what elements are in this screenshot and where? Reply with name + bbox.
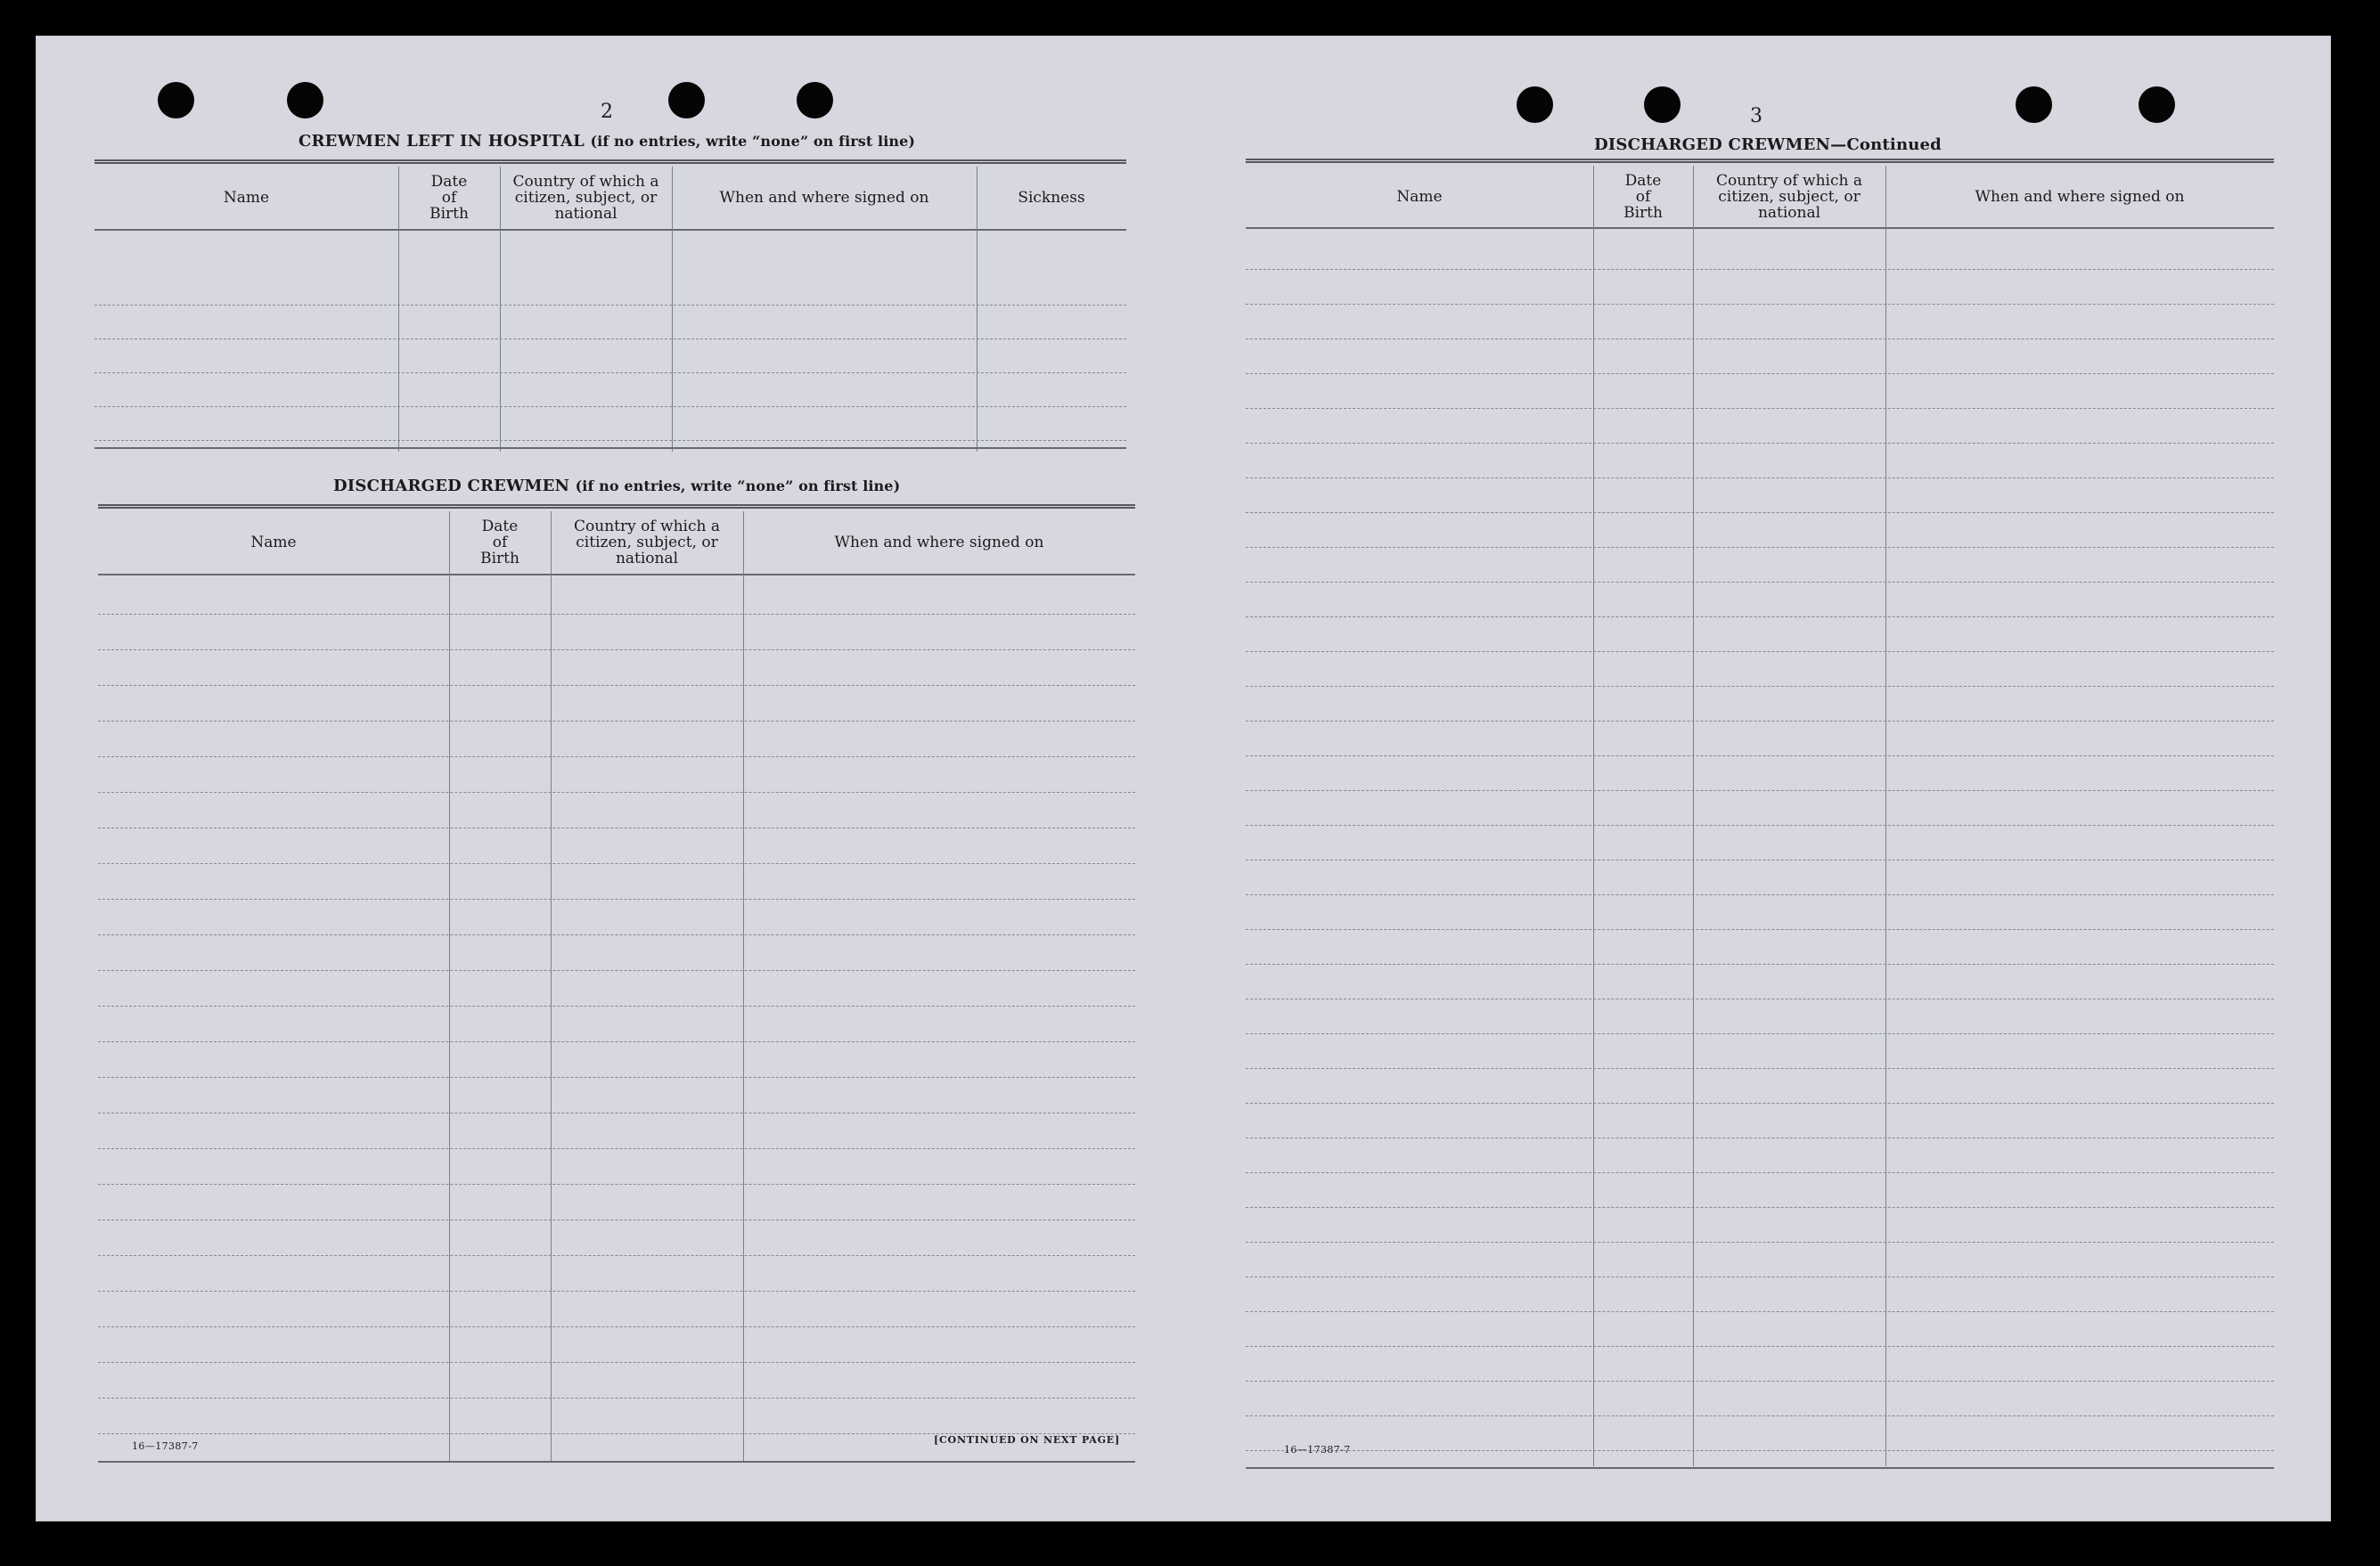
hospital-title-text: CREWMEN LEFT IN HOSPITAL xyxy=(299,132,585,151)
hospital-title-note: (if no entries, write “none” on first line) xyxy=(590,133,916,150)
form-code: 16—17387-7 xyxy=(1284,1444,1351,1456)
continued-col-name: Name xyxy=(1396,187,1443,206)
entry-line xyxy=(1246,373,2274,374)
entry-line xyxy=(98,1291,1135,1292)
entry-line xyxy=(98,1255,1135,1256)
right-page xyxy=(1183,36,2331,1521)
entry-line xyxy=(1246,1172,2274,1173)
entry-line xyxy=(1246,582,2274,583)
left-page xyxy=(36,36,1183,1521)
entry-line xyxy=(98,756,1135,757)
form-sheet xyxy=(36,36,2331,1521)
discharged-title-text: DISCHARGED CREWMEN xyxy=(333,477,570,495)
entry-line xyxy=(98,649,1135,650)
entry-line xyxy=(1246,755,2274,756)
entry-line xyxy=(1246,477,2274,478)
discharged-section-title xyxy=(333,477,900,495)
discharged-col-name: Name xyxy=(250,534,297,551)
hospital-table xyxy=(94,159,1126,485)
discharged-table xyxy=(98,504,1135,1464)
entry-line xyxy=(98,899,1135,900)
entry-line xyxy=(1246,686,2274,687)
entry-line xyxy=(1246,1103,2274,1104)
hospital-col-sickness: Sickness xyxy=(1018,189,1085,207)
discharged-title-note: (if no entries, write “none” on first line) xyxy=(575,477,901,494)
continued-col-signed-on: When and where signed on xyxy=(1975,187,2185,206)
discharged-continued-table xyxy=(1246,159,2274,1472)
discharged-col-signed-on: When and where signed on xyxy=(834,534,1044,551)
discharged-col-country: Country of which a citizen, subject, or national xyxy=(574,518,720,567)
form-code: 16—17387-7 xyxy=(132,1440,199,1452)
entry-line xyxy=(1246,408,2274,409)
entry-line xyxy=(1246,1033,2274,1034)
entry-line xyxy=(1246,1415,2274,1416)
entry-line xyxy=(98,1006,1135,1007)
entry-line xyxy=(98,934,1135,935)
entry-line xyxy=(94,406,1126,407)
entry-line xyxy=(98,614,1135,615)
entry-line xyxy=(98,1184,1135,1185)
entry-line xyxy=(98,1398,1135,1399)
entry-line xyxy=(94,338,1126,339)
entry-line xyxy=(1246,1068,2274,1069)
entry-line xyxy=(98,1326,1135,1327)
hospital-col-date-of-birth: Date of Birth xyxy=(429,173,469,223)
entry-line xyxy=(1246,1276,2274,1277)
entry-line xyxy=(98,685,1135,686)
entry-line xyxy=(1246,1381,2274,1382)
entry-line xyxy=(98,1077,1135,1078)
hospital-col-country: Country of which a citizen, subject, or national xyxy=(512,173,659,223)
entry-line xyxy=(1246,1346,2274,1347)
entry-line xyxy=(98,1219,1135,1220)
entry-line xyxy=(1246,1242,2274,1243)
entry-line xyxy=(1246,304,2274,305)
entry-line xyxy=(1246,894,2274,895)
entry-line xyxy=(1246,964,2274,965)
entry-line xyxy=(1246,825,2274,826)
entry-line xyxy=(1246,721,2274,722)
page-number: 2 xyxy=(601,101,613,123)
hospital-col-signed-on: When and where signed on xyxy=(719,189,929,207)
entry-line xyxy=(94,440,1126,441)
entry-line xyxy=(98,1148,1135,1149)
entry-line xyxy=(98,792,1135,793)
entry-line xyxy=(98,1041,1135,1042)
entry-line xyxy=(1246,651,2274,652)
entry-line xyxy=(1246,1450,2274,1451)
hospital-section-title xyxy=(299,133,915,151)
entry-line xyxy=(98,1362,1135,1363)
continued-note: [CONTINUED ON NEXT PAGE] xyxy=(934,1434,1120,1446)
entry-line xyxy=(1246,547,2274,548)
entry-line xyxy=(98,970,1135,971)
discharged-continued-title: DISCHARGED CREWMEN—Continued xyxy=(1594,135,1942,154)
entry-line xyxy=(98,863,1135,864)
entry-line xyxy=(1246,790,2274,791)
page-number: 3 xyxy=(1750,105,1763,127)
entry-line xyxy=(94,372,1126,373)
entry-line xyxy=(1246,338,2274,339)
discharged-col-date-of-birth: Date of Birth xyxy=(480,518,519,567)
entry-line xyxy=(98,721,1135,722)
entry-line xyxy=(1246,269,2274,270)
continued-col-date-of-birth: Date of Birth xyxy=(1623,171,1663,222)
entry-line xyxy=(1246,1207,2274,1208)
entry-line xyxy=(1246,616,2274,617)
entry-line xyxy=(94,305,1126,306)
continued-col-country: Country of which a citizen, subject, or national xyxy=(1716,171,1862,222)
entry-line xyxy=(1246,1311,2274,1312)
entry-line xyxy=(1246,929,2274,930)
entry-line xyxy=(1246,512,2274,513)
entry-line xyxy=(1246,443,2274,444)
hospital-col-name: Name xyxy=(223,189,270,207)
